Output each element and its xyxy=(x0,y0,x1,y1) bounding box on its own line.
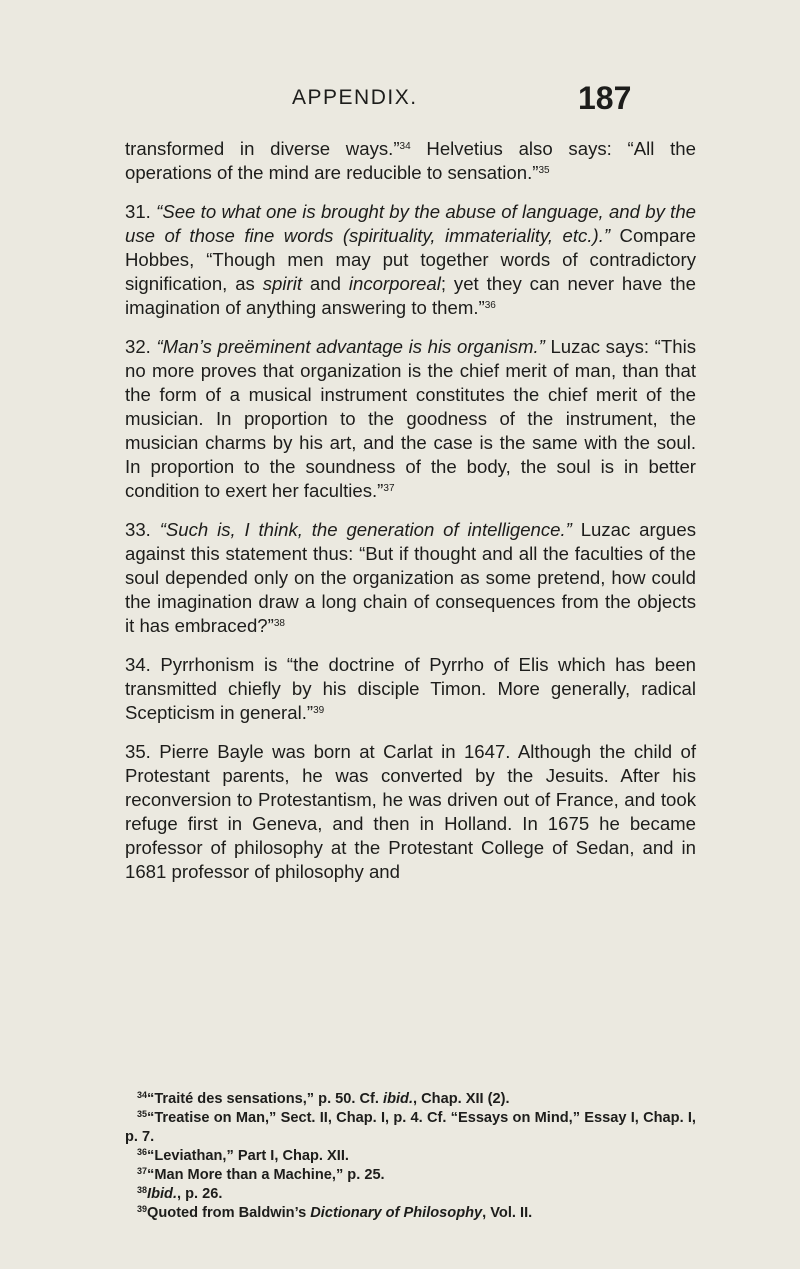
footnote: $^{39}$Quoted from Baldwin’s Dictionary of Philosophy, Vol. II. xyxy=(137,1204,533,1221)
footnote: $^{38}$Ibid., p. 26. xyxy=(137,1185,223,1202)
footnote-ref: 39 xyxy=(313,705,325,716)
footnote: $^{36}$“Leviathan,” Part I, Chap. XII. xyxy=(137,1147,349,1164)
body-text xyxy=(125,137,696,899)
footnote-ref: 38 xyxy=(273,618,285,629)
note-number: 32. xyxy=(125,336,157,357)
footnote-ref: 34 xyxy=(399,141,411,152)
note-number: 34. xyxy=(125,654,161,675)
footnote: $^{37}$“Man More than a Machine,” p. 25. xyxy=(137,1166,385,1183)
footnote-ref: 37 xyxy=(383,483,395,494)
footnote: $^{35}$“Treatise on Man,” Sect. II, Chap. I, p. 4. Cf. “Essays on Mind,” Essay I, Chap. I, p. 7. xyxy=(125,1109,696,1145)
footnote-ref: 36 xyxy=(484,300,496,311)
footnote: $^{34}$“Traité des sensations,” p. 50. Cf. ibid., Chap. XII (2). xyxy=(137,1090,510,1107)
note-number: 33. xyxy=(125,519,160,540)
running-title: APPENDIX. xyxy=(292,86,418,109)
running-head xyxy=(0,80,800,120)
note-quote: “Man’s preëminent advantage is his organism.” xyxy=(156,336,545,357)
note-number: 35. xyxy=(125,741,160,762)
note-quote: “Such is, I think, the generation of intelligence.” xyxy=(159,519,572,540)
note-32: 32. “Man’s preëminent advantage is his organism.” Luzac says: “This no more proves that organization is the chief merit of man, than that the form of a musical instrument constitutes the chief merit of the musician. In proportion to the goodness of the instrument, the musician charms by his art, and the case is the same with the soul. In proportion to the soundness of the body, the soul is in better condition to exert her faculties.”$^{37}$ xyxy=(125,336,696,501)
note-number: 31. xyxy=(125,201,157,222)
note-34: 34. Pyrrhonism is “the doctrine of Pyrrho of Elis which has been transmitted chiefly by his disciple Timon. More generally, radical Scepticism in general.”$^{39}$ xyxy=(125,654,697,723)
note-quote: “See to what one is brought by the abuse of language, and by the use of those fine words (spirituality, immateriality, etc.).” xyxy=(125,201,697,246)
note-31: 31. “See to what one is brought by the abuse of language, and by the use of those fine words (spirituality, immateriality, etc.).” Compare Hobbes, “Though men may put together words of contradictory signification, as spirit and incorporeal; yet they can never have the imagination of anything answering to them.”$^{36}$ xyxy=(125,201,697,318)
note-33: 33. “Such is, I think, the generation of intelligence.” Luzac argues against this statement thus: “But if thought and all the faculties of the soul depended only on the organization as some pretend, how could the imagination draw a long chain of consequences from the objects it has embraced?”$^{38}$ xyxy=(125,519,696,636)
paragraph-continued: transformed in diverse ways.”$^{34}$ Helvetius also says: “All the operations of the mind are reducible to sensation.”$^{35}$ xyxy=(125,138,696,183)
page-number: 187 xyxy=(578,80,632,116)
footnote-ref: 35 xyxy=(538,165,550,176)
footnotes xyxy=(125,1090,696,1223)
note-35: 35. Pierre Bayle was born at Carlat in 1647. Although the child of Protestant parents, he was converted by the Jesuits. After his reconversion to Protestantism, he was driven out of France, and took refuge first in Geneva, and then in Holland. In 1675 he became professor of philosophy at the Protestant College of Sedan, and in 1681 professor of philosophy and xyxy=(125,741,697,882)
